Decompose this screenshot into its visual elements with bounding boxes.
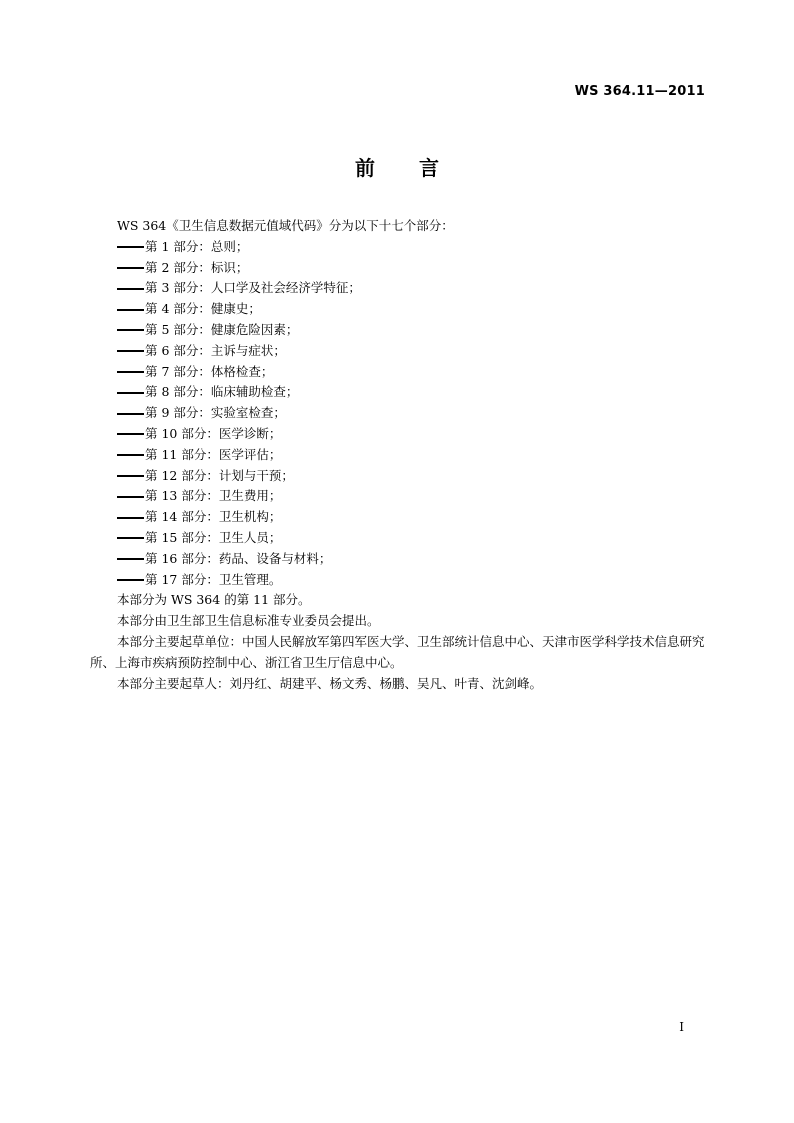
list-item — [90, 528, 706, 549]
list-item-text: 第 16 部分：药品、设备与材料； — [145, 550, 332, 566]
list-item — [90, 362, 706, 383]
list-item-text: 第 3 部分：人口学及社会经济学特征； — [145, 280, 361, 296]
list-item-text: 第 7 部分：体格检查； — [145, 363, 274, 379]
list-item — [90, 445, 706, 466]
em-dash-mark — [117, 454, 144, 456]
em-dash-mark — [117, 496, 144, 498]
list-item — [90, 549, 706, 570]
list-item-text: 第 13 部分：卫生费用； — [145, 488, 282, 504]
list-item-text: 第 1 部分：总则； — [145, 238, 249, 254]
list-item-text: 第 9 部分：实验室检查； — [145, 405, 286, 421]
list-item — [90, 299, 706, 320]
em-dash-mark — [117, 309, 144, 311]
page-title: 前言 — [355, 156, 483, 180]
list-item-text: 第 4 部分：健康史； — [145, 301, 261, 317]
list-item-text: 第 15 部分：卫生人员； — [145, 529, 282, 545]
list-item-text: 第 12 部分：计划与干预； — [145, 467, 294, 483]
em-dash-mark — [117, 579, 144, 581]
list-item-text: 第 8 部分：临床辅助检查； — [145, 384, 299, 400]
list-item-text: 第 11 部分：医学评估； — [145, 446, 282, 462]
em-dash-mark — [117, 246, 144, 248]
list-item — [90, 258, 706, 279]
em-dash-mark — [117, 558, 144, 560]
list-item-text: 第 10 部分：医学诊断； — [145, 425, 282, 441]
list-item — [90, 403, 706, 424]
em-dash-mark — [117, 371, 144, 373]
em-dash-mark — [117, 517, 144, 519]
foreword-body — [90, 216, 706, 694]
em-dash-mark — [117, 433, 144, 435]
list-item — [90, 320, 706, 341]
em-dash-mark — [117, 329, 144, 331]
em-dash-mark — [117, 350, 144, 352]
em-dash-mark — [117, 537, 144, 539]
list-item — [90, 486, 706, 507]
list-item — [90, 237, 706, 258]
em-dash-mark — [117, 267, 144, 269]
document-id: WS 364.11—2011 — [574, 84, 705, 99]
list-item-text: 第 17 部分：卫生管理。 — [145, 571, 282, 587]
list-item-text: 第 14 部分：卫生机构； — [145, 509, 282, 525]
list-item-text: 第 2 部分：标识； — [145, 259, 249, 275]
em-dash-mark — [117, 475, 144, 477]
em-dash-mark — [117, 288, 144, 290]
em-dash-mark — [117, 392, 144, 394]
em-dash-mark — [117, 413, 144, 415]
list-item-text: 第 6 部分：主诉与症状； — [145, 342, 286, 358]
proposer-paragraph: 本部分由卫生部卫生信息标准专业委员会提出。 — [117, 613, 380, 629]
list-item — [90, 570, 706, 591]
list-item — [90, 341, 706, 362]
parts-list — [90, 237, 706, 591]
list-item — [90, 278, 706, 299]
list-item — [90, 382, 706, 403]
part-number-paragraph: 本部分为 WS 364 的第 11 部分。 — [117, 592, 311, 608]
list-item-text: 第 5 部分：健康危险因素； — [145, 321, 299, 337]
intro-paragraph: WS 364《卫生信息数据元值域代码》分为以下十七个部分： — [117, 218, 454, 233]
drafting-units-paragraph: 本部分主要起草单位：中国人民解放军第四军医大学、卫生部统计信息中心、天津市医学科学技术信息研究所、上海市疾病预防控制中心、浙江省卫生厅信息中心。 — [90, 633, 705, 670]
drafters-paragraph: 本部分主要起草人：刘丹红、胡建平、杨文秀、杨鹏、吴凡、叶青、沈剑峰。 — [117, 675, 543, 691]
page-number: I — [679, 1020, 684, 1034]
list-item — [90, 466, 706, 487]
list-item — [90, 424, 706, 445]
list-item — [90, 507, 706, 528]
